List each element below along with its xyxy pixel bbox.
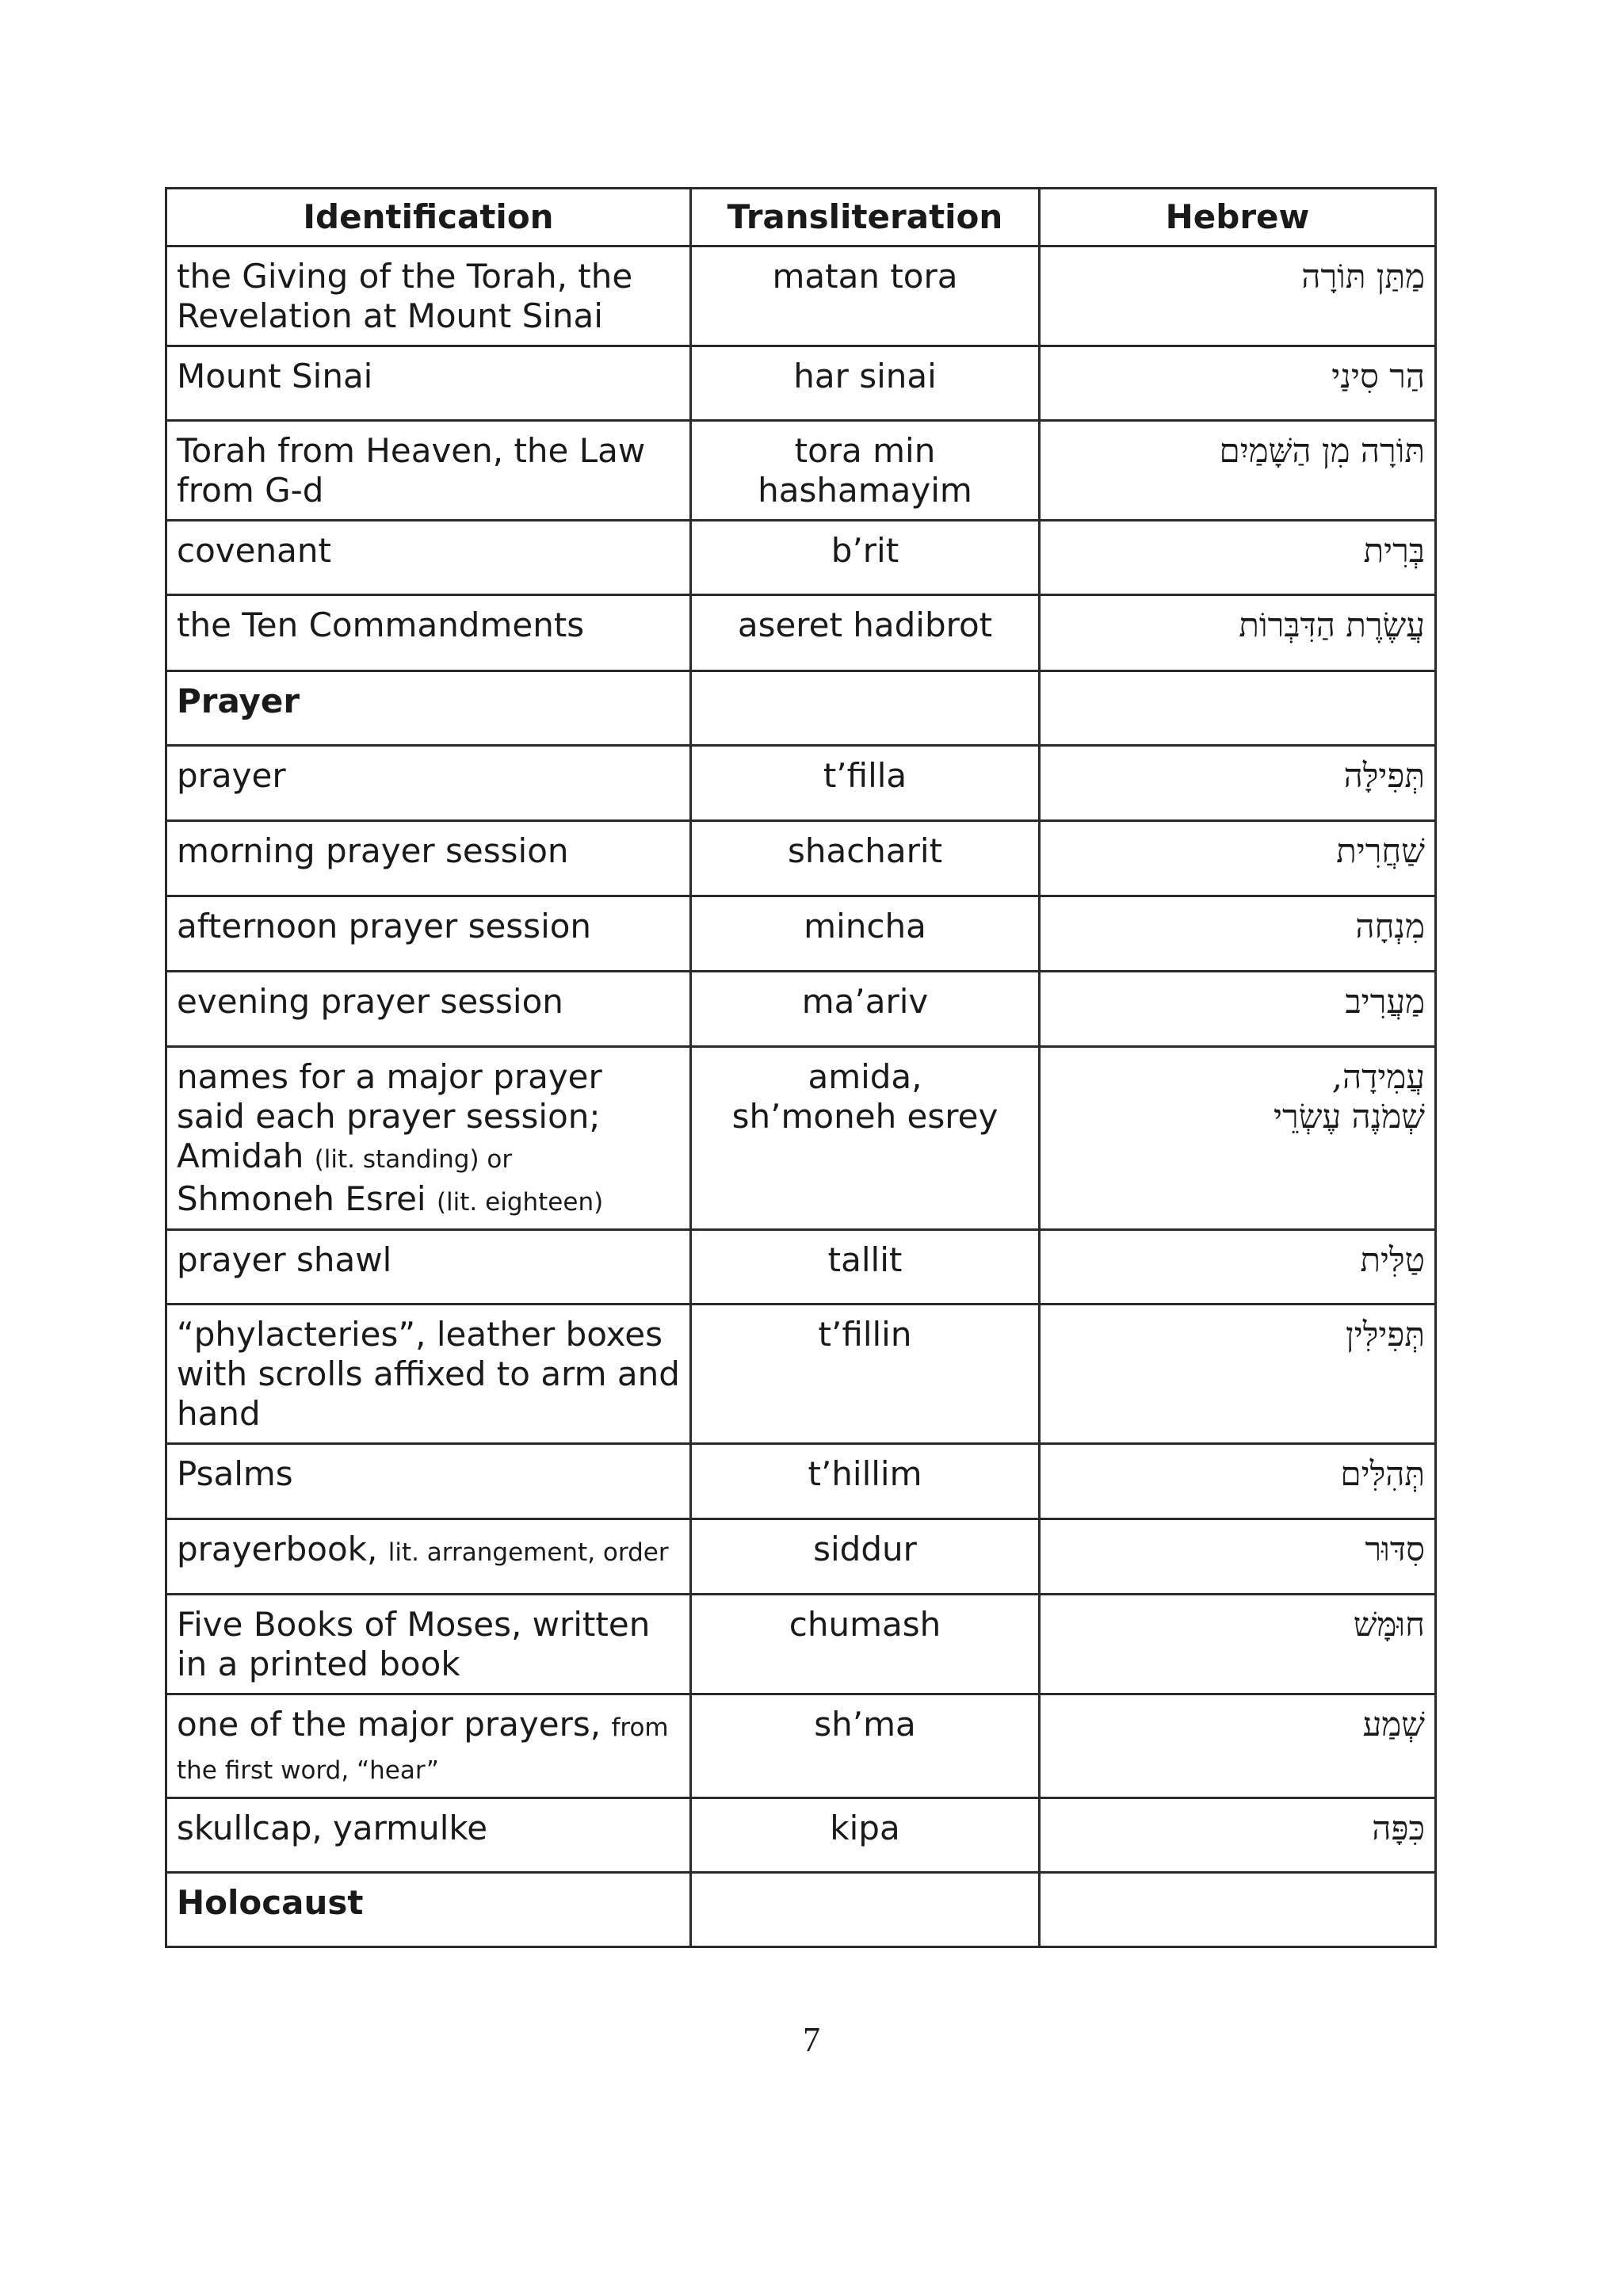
identification-cell: evening prayer session	[166, 972, 691, 1047]
table-row	[166, 821, 1436, 896]
ident-term: Amidah	[177, 1137, 304, 1175]
identification-cell: covenant	[166, 521, 691, 595]
table-row	[166, 1595, 1436, 1694]
table-row	[166, 595, 1436, 671]
table-row	[166, 1694, 1436, 1798]
transliteration-cell: mincha	[691, 896, 1040, 972]
identification-cell: the Giving of the Torah, the Revelation at Mount Sinai	[166, 246, 691, 346]
transliteration-cell: tora min hashamayim	[691, 421, 1040, 521]
identification-cell: “phylacteries”, leather boxes with scrolls affixed to arm and hand	[166, 1305, 691, 1444]
transliteration-cell: tallit	[691, 1230, 1040, 1305]
hebrew-cell: בְּרִית	[1040, 521, 1436, 595]
ident-note: from the first word, “hear”	[177, 1713, 669, 1785]
glossary-table	[165, 187, 1437, 1948]
identification-cell: Five Books of Moses, written in a printed book	[166, 1595, 691, 1694]
table-row	[166, 1798, 1436, 1873]
translit-line: sh’moneh esrey	[731, 1097, 999, 1136]
transliteration-cell	[691, 1047, 1040, 1230]
transliteration-cell: sh’ma	[691, 1694, 1040, 1798]
ident-line: said each prayer session;	[177, 1097, 601, 1136]
table-row	[166, 896, 1436, 972]
hebrew-cell: חוּמָּשׁ	[1040, 1595, 1436, 1694]
identification-cell: Psalms	[166, 1444, 691, 1519]
empty-cell	[691, 671, 1040, 746]
ident-note: (lit. standing) or	[314, 1145, 513, 1174]
hebrew-cell: סִדּוּר	[1040, 1519, 1436, 1595]
transliteration-cell: shacharit	[691, 821, 1040, 896]
section-row-prayer	[166, 671, 1436, 746]
hebrew-cell: עֲשֶׂרֶת הַדִּבְּרוֹת	[1040, 595, 1436, 671]
hebrew-cell: תְּפִילִּין	[1040, 1305, 1436, 1444]
identification-cell	[166, 1047, 691, 1230]
page-number: 7	[803, 2020, 820, 2059]
transliteration-cell: t’filla	[691, 746, 1040, 821]
hebrew-cell: מַתַּן תּוֹרָה	[1040, 246, 1436, 346]
ident-line	[177, 1137, 680, 1179]
table-row	[166, 1305, 1436, 1444]
transliteration-cell: aseret hadibrot	[691, 595, 1040, 671]
transliteration-cell: t’hillim	[691, 1444, 1040, 1519]
ident-line	[177, 1179, 680, 1222]
empty-cell	[691, 1873, 1040, 1947]
transliteration-cell: t’fillin	[691, 1305, 1040, 1444]
hebrew-cell: תּוֹרָה מִן הַשָּׁמַיִם	[1040, 421, 1436, 521]
hebrew-cell: כִּפָּה	[1040, 1798, 1436, 1873]
empty-cell	[1040, 1873, 1436, 1947]
table-row	[166, 972, 1436, 1047]
translit-line: amida,	[808, 1057, 922, 1096]
transliteration-cell: kipa	[691, 1798, 1040, 1873]
section-title: Prayer	[166, 671, 691, 746]
identification-cell: Mount Sinai	[166, 346, 691, 421]
table-row	[166, 421, 1436, 521]
identification-cell: Torah from Heaven, the Law from G-d	[166, 421, 691, 521]
table-row	[166, 1047, 1436, 1230]
ident-term: Shmoneh Esrei	[177, 1179, 426, 1218]
table-row	[166, 1230, 1436, 1305]
hebrew-cell: תְּהִלִּים	[1040, 1444, 1436, 1519]
transliteration-cell: matan tora	[691, 246, 1040, 346]
transliteration-cell: chumash	[691, 1595, 1040, 1694]
table-row	[166, 1519, 1436, 1595]
ident-line: names for a major prayer	[177, 1057, 602, 1096]
table-row	[166, 346, 1436, 421]
identification-cell: morning prayer session	[166, 821, 691, 896]
identification-cell: afternoon prayer session	[166, 896, 691, 972]
transliteration-cell: b’rit	[691, 521, 1040, 595]
hebrew-cell: טַלִּית	[1040, 1230, 1436, 1305]
header-hebrew: Hebrew	[1040, 189, 1436, 246]
table-row	[166, 246, 1436, 346]
header-identification: Identification	[166, 189, 691, 246]
section-title: Holocaust	[166, 1873, 691, 1947]
header-row	[166, 189, 1436, 246]
transliteration-cell: ma’ariv	[691, 972, 1040, 1047]
section-row-holocaust	[166, 1873, 1436, 1947]
hebrew-line: שְׁמֹנֶה עֶשְׂרֵי	[1274, 1097, 1425, 1136]
hebrew-line: עֲמִידָה,	[1331, 1057, 1425, 1096]
header-transliteration: Transliteration	[691, 189, 1040, 246]
identification-cell: prayer	[166, 746, 691, 821]
empty-cell	[1040, 671, 1436, 746]
table-row	[166, 1444, 1436, 1519]
hebrew-cell: שַׁחֲרִית	[1040, 821, 1436, 896]
ident-term: one of the major prayers,	[177, 1705, 601, 1744]
hebrew-cell	[1040, 1047, 1436, 1230]
hebrew-cell: תְּפִילָּה	[1040, 746, 1436, 821]
identification-cell: the Ten Commandments	[166, 595, 691, 671]
identification-cell	[166, 1519, 691, 1595]
table-row	[166, 521, 1436, 595]
table-row	[166, 746, 1436, 821]
ident-term: prayerbook,	[177, 1530, 378, 1568]
hebrew-cell: שְׁמַע	[1040, 1694, 1436, 1798]
hebrew-cell: מִנְחָה	[1040, 896, 1436, 972]
ident-note: (lit. eighteen)	[436, 1188, 604, 1217]
ident-note: lit. arrangement, order	[388, 1538, 669, 1567]
identification-cell: skullcap, yarmulke	[166, 1798, 691, 1873]
hebrew-cell: הַר סִינַי	[1040, 346, 1436, 421]
identification-cell: prayer shawl	[166, 1230, 691, 1305]
identification-cell	[166, 1694, 691, 1798]
transliteration-cell: har sinai	[691, 346, 1040, 421]
transliteration-cell: siddur	[691, 1519, 1040, 1595]
hebrew-cell: מַעֲרִיב	[1040, 972, 1436, 1047]
